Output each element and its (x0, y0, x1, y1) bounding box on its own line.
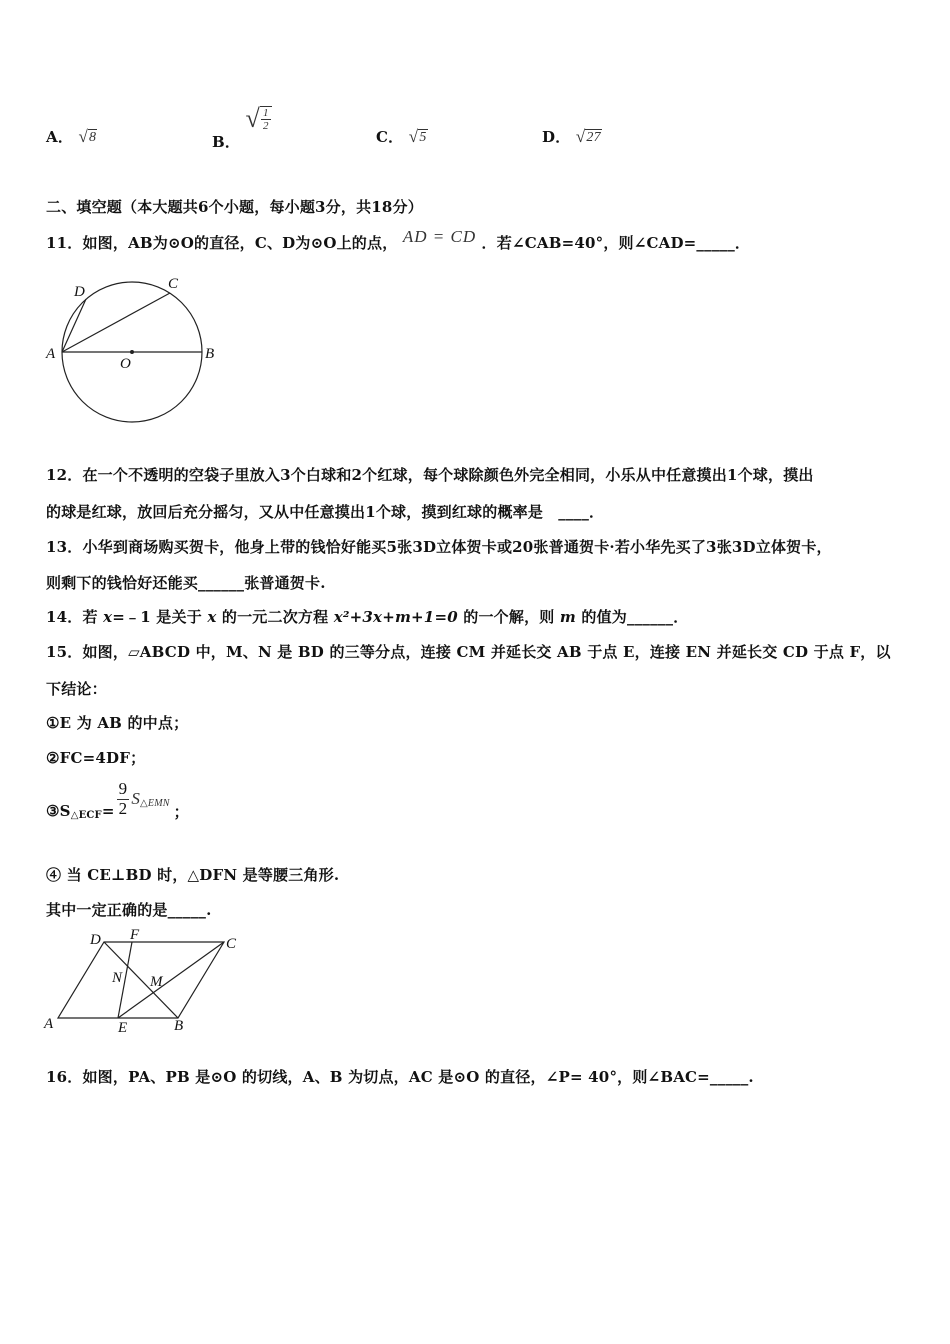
option-a (46, 126, 97, 147)
q14-text: 的一个解，则 (457, 608, 560, 626)
q11-text-b: ．若∠CAB=40°，则∠CAD=_____． (481, 234, 751, 252)
variable-m: m (559, 608, 576, 626)
label-m: M (150, 974, 163, 990)
label-e: E (118, 1020, 128, 1036)
radicand: 5 (419, 129, 427, 145)
question-15-line-2: 下结论： (46, 680, 107, 698)
question-14 (46, 606, 688, 627)
chord-ac (62, 293, 170, 352)
radicand: 8 (89, 129, 97, 145)
option-d (542, 126, 602, 147)
question-15-line-1: 15．如图，▱ABCD 中，M、N 是 BD 的三等分点，连接 CM 并延长交 AB 于点 E，连接 EN 并延长交 CD 于点 F，以 (46, 643, 891, 661)
option-c (376, 126, 428, 147)
sqrt-expression: √ 5 (408, 127, 427, 146)
label-b: B (205, 346, 215, 362)
segment-ce (118, 942, 224, 1018)
option-label: D． (542, 128, 571, 146)
radicand: 27 (586, 129, 601, 145)
label-a: A (44, 1016, 54, 1032)
conclusion-1: ①E 为 AB 的中点； (46, 714, 189, 732)
sqrt-fraction-expression: √ $\frac{1}{2}$ (246, 106, 272, 132)
label-c: C (226, 936, 237, 952)
quadratic-equation: x²+3x+m+1=0 (333, 608, 458, 626)
label-c: C (168, 276, 179, 292)
label-d: D (90, 932, 101, 948)
semicolon: ； (173, 802, 189, 821)
question-16: 16．如图，PA、PB 是⊙O 的切线，A、B 为切点，AC 是⊙O 的直径，∠P= 40°，则∠BAC=_____. (46, 1068, 754, 1086)
fraction-denominator: 2 (118, 798, 128, 818)
fraction-numerator: 1 (263, 107, 269, 119)
label-d: D (74, 284, 85, 300)
question-12-line-2: 的球是红球，放回后充分摇匀，又从中任意摸出1个球，摸到红球的概率是 ____． (46, 503, 605, 521)
conclusion-2: ②FC=4DF； (46, 749, 146, 767)
sqrt-expression: √ 8 (78, 127, 97, 146)
arc-equation: AD = CD (402, 227, 477, 246)
area-subscript: △EMN (140, 797, 170, 809)
fraction-denominator: 2 (263, 120, 269, 133)
option-label: C． (376, 128, 404, 146)
chord-ad (62, 299, 86, 352)
label-b: B (174, 1018, 184, 1034)
q11-text-a: 11．如图，AB为⊙O的直径，C、D为⊙O上的点， (46, 234, 398, 252)
conclusion-3 (46, 779, 189, 821)
area-symbol: S (131, 789, 141, 809)
label-o: O (120, 356, 131, 372)
area-symbol: ③S (46, 802, 71, 821)
label-a: A (46, 346, 56, 362)
area-subscript: △ECF (70, 809, 102, 821)
conclusion-4: ④ 当 CE⊥BD 时，△DFN 是等腰三角形. (46, 866, 340, 884)
question-13-line-1: 13．小华到商场购买贺卡，他身上带的钱恰好能买5张3D立体贺卡或20张普通贺卡·若小华先买了3张3D立体贺卡， (46, 538, 832, 556)
fraction-numerator: 9 (118, 779, 128, 798)
option-b (212, 104, 272, 152)
fraction-nine-halves (117, 780, 130, 818)
question-11 (46, 227, 751, 253)
label-f: F (130, 927, 140, 943)
circle-figure (42, 270, 227, 430)
equals-sign: = (101, 802, 115, 821)
q14-text: =﹣1 是关于 (112, 608, 208, 626)
question-13-line-2: 则剩下的钱恰好还能买______张普通贺卡. (46, 574, 326, 592)
q14-text: 的值为______． (575, 608, 689, 626)
question-12-line-1: 12．在一个不透明的空袋子里放入3个白球和2个红球，每个球除颜色外完全相同，小乐从中任意摸出1个球，摸出 (46, 466, 814, 484)
center-point (130, 350, 134, 354)
option-label: A． (46, 128, 74, 146)
section-title: 二、填空题（本大题共6个小题，每小题3分，共18分） (46, 198, 423, 216)
variable-x: x (103, 608, 113, 626)
label-n: N (112, 970, 123, 986)
parallelogram-figure (42, 926, 242, 1036)
variable-x: x (207, 608, 217, 626)
q14-text: 14．若 (46, 608, 104, 626)
question-15-ask: 其中一定正确的是_____. (46, 901, 212, 919)
option-label: B． (212, 133, 241, 152)
q14-text: 的一元二次方程 (216, 608, 334, 626)
sqrt-expression: √ 27 (575, 127, 601, 146)
